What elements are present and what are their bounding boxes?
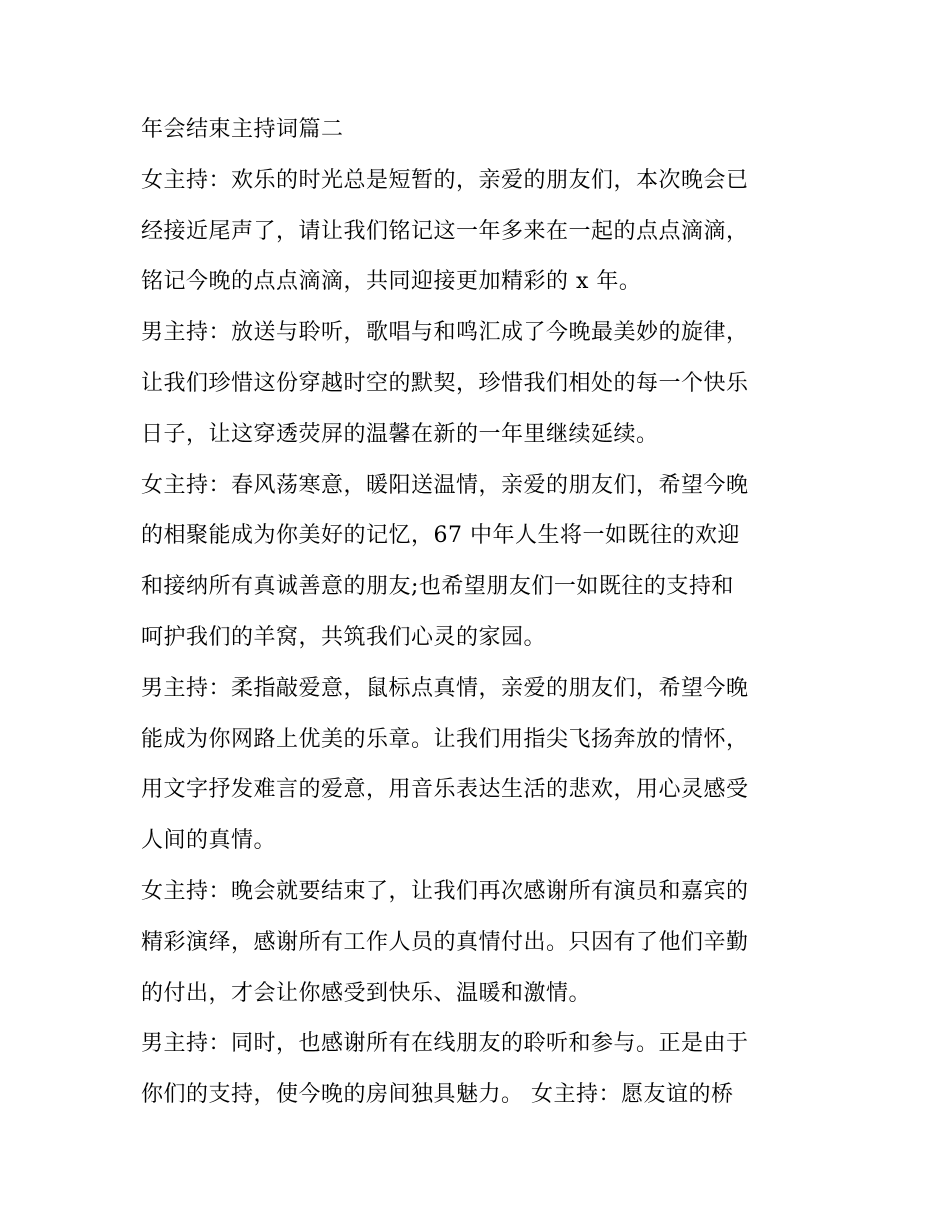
text-line: 让我们珍惜这份穿越时空的默契，珍惜我们相处的每一个快乐 (141, 371, 749, 396)
text-line: 女主持：晚会就要结束了，让我们再次感谢所有演员和嘉宾的 (141, 879, 749, 904)
text-line: 和接纳所有真诚善意的朋友;也希望朋友们一如既往的支持和 (141, 574, 734, 599)
text-line: 女主持：春风荡寒意，暖阳送温情，亲爱的朋友们，希望今晚 (141, 473, 749, 498)
text-line: 的相聚能成为你美好的记忆，67 中年人生将一如既往的欢迎 (141, 523, 740, 548)
text-line: 男主持：同时，也感谢所有在线朋友的聆听和参与。正是由于 (141, 1031, 749, 1056)
text-line: 女主持：欢乐的时光总是短暂的，亲爱的朋友们，本次晚会已 (141, 168, 749, 193)
text-line: 人间的真情。 (141, 828, 277, 853)
text-line: 男主持：放送与聆听，歌唱与和鸣汇成了今晚最美妙的旋律， (141, 320, 749, 345)
document-title: 年会结束主持词篇二 (141, 117, 344, 142)
text-line: 的付出，才会让你感受到快乐、温暖和激情。 (141, 981, 592, 1006)
text-line: 能成为你网路上优美的乐章。让我们用指尖飞扬奔放的情怀， (141, 727, 749, 752)
text-line: 呵护我们的羊窝，共筑我们心灵的家园。 (141, 625, 547, 650)
text-line: 铭记今晚的点点滴滴，共同迎接更加精彩的 x 年。 (141, 269, 642, 294)
text-line: 用文字抒发难言的爱意，用音乐表达生活的悲欢，用心灵感受 (141, 777, 749, 802)
text-line: 日子，让这穿透荧屏的温馨在新的一年里继续延续。 (141, 422, 659, 447)
text-line: 男主持：柔指敲爱意，鼠标点真情，亲爱的朋友们，希望今晚 (141, 676, 749, 701)
text-line: 经接近尾声了，请让我们铭记这一年多来在一起的点点滴滴， (141, 219, 749, 244)
text-line: 精彩演绎，感谢所有工作人员的真情付出。只因有了他们辛勤 (141, 930, 749, 955)
text-line: 你们的支持，使今晚的房间独具魅力。 女主持：愿友谊的桥 (141, 1082, 734, 1107)
